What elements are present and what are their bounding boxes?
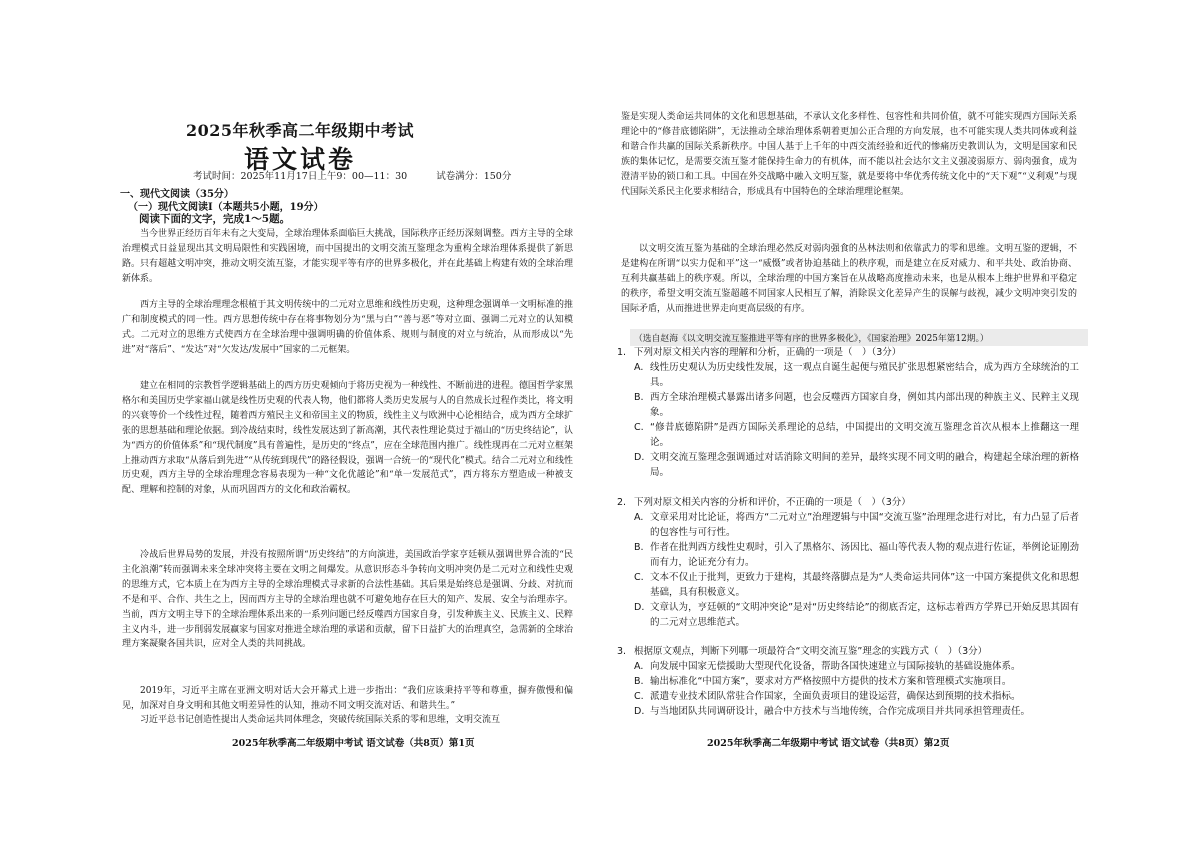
option-text: 线性历史观认为历史线性发展，这一观点自诞生起便与殖民扩张思想紧密结合，成为西方全球统治的工具。 <box>650 362 1079 388</box>
exam-title: 2025年秋季高二年级期中考试 <box>185 121 415 140</box>
option-key: A. <box>634 661 644 672</box>
passage-paragraph: 2019年，习近平主席在亚洲文明对话大会开幕式上进一步指出：“我们应该秉持平等和尊重，摒弃傲慢和偏见，加深对自身文明和其他文明差异性的认知，推动不同文明交流对话、和谐共生。” <box>122 686 573 711</box>
question-stem <box>617 346 1079 360</box>
question-number: 2. <box>617 497 627 508</box>
option-text: 输出标准化“中国方案”，要求对方严格按照中方提供的技术方案和管理模式实施项目。 <box>650 676 1012 687</box>
option-d <box>617 704 1079 719</box>
option-text: 西方全球治理模式暴露出诸多问题，也会反噬西方国家自身，例如其内部出现的种族主义、民粹主义现象。 <box>650 392 1079 418</box>
full-score: 试卷满分：150分 <box>436 171 512 182</box>
option-b <box>617 540 1079 570</box>
option-key: B. <box>634 392 644 403</box>
question-text: 下列对原文相关内容的理解和分析，正确的一项是（ ）（3分） <box>634 347 902 358</box>
passage-paragraph: 当今世界正经历百年未有之大变局，全球治理体系面临巨大挑战，国际秩序正经历深刻调整。西方主导的全球治理模式日益显现出其文明局限性和实践困境，而中国提出的文明交流互鉴理念为重构全球治理体系提供了新思路。只有超越文明冲突，推动文明交流互鉴，才能实现平等有序的世界多极化，并在此基础上构建有效的全球治理新体系。 <box>122 229 573 284</box>
exam-time: 考试时间：2025年11月17日上午9：00—11：30 <box>193 171 408 182</box>
passage-paragraph: 西方主导的全球治理理念根植于其文明传统中的二元对立思维和线性历史观，这种理念强调单一文明标准的推广和制度模式的同一性。西方思想传统中存在将事物划分为“黑与白”“善与恶”等对立面、强调二元对立的认知模式。二元对立的思维方式使西方在全球治理中强调明确的价值体系、规则与制度的对立与统治，从而形成以“先进”对“落后”、“发达”对“欠发达/发展中”国家的二元框架。 <box>122 300 573 355</box>
page-right <box>600 0 1200 849</box>
passage-paragraph: 习近平总书记创造性提出人类命运共同体理念，突破传统国际关系的零和思维，文明交流互 <box>140 715 501 725</box>
passage-paragraph: 建立在相同的宗教哲学逻辑基础上的西方历史观倾向于将历史视为一种线性、不断前进的进程。德国哲学家黑格尔和美国历史学家福山就是线性历史观的代表人物，他们都将人类历史发展与人的自然成长过程作类比，将文明的兴衰等价一个线性过程，随着西方殖民主义和帝国主义的物质，线性主义与欧洲中心论相结合，成为西方全球扩张的思想基础和理论依据。到冷战结束时，线性发展达到了新高潮，其代表性理论莫过于福山的“历史终结论”，认为“西方的价值体系”和“现代制度”具有普遍性，是历史的“终点”，应在全球范围内推广。线性现再在二元对立框架上推动西方求取“从落后到先进”“从传统到现代”的路径假设，强调一合统一的“现代化”模式。结合二元对立和线性历史观，西方主导的全球治理理念容易表现为一种“文化优越论”和“单一发展范式”，西方将东方塑造成一种被支配、理解和控制的对象，从而巩固西方的文化和政治霸权。 <box>122 381 573 496</box>
option-key: A. <box>634 362 644 373</box>
option-b <box>617 390 1079 420</box>
option-text: 文明交流互鉴理念强调通过对话消除文明间的差异，最终实现不同文明的融合，构建起全球治理的新格局。 <box>650 452 1079 478</box>
section-heading: 一、现代文阅读（35分） <box>120 189 234 200</box>
option-key: D. <box>634 706 645 717</box>
question-stem <box>617 645 1079 659</box>
option-key: C. <box>634 422 644 433</box>
question-1 <box>617 346 1079 480</box>
option-text: 文章采用对比论证，将西方“二元对立”治理逻辑与中国“交流互鉴”治理理念进行对比，有力凸显了后者的包容性与可行性。 <box>650 512 1079 538</box>
question-text: 下列对原文相关内容的分析和评价，不正确的一项是（ ）（3分） <box>634 497 911 508</box>
passage-paragraph: 以文明交流互鉴为基础的全球治理必然反对弱肉强食的丛林法则和依靠武力的零和思维。文明互鉴的逻辑，不是建构在所谓“以实力促和平”这一“威慑”或者协迫基础上的秩序观，而是建立在反对威力、和平共处、政治协商、互利共赢基础上的秩序观。所以，全球治理的中国方案旨在从战略高度推动未来，也是从根本上维护世界和平稳定的秩序，希望文明交流互鉴超越不同国家人民相互了解，消除误文化差异产生的误解与歧视，减少文明冲突引发的国际矛盾，从而推进世界走向更高层级的有序。 <box>621 244 1077 314</box>
subject-title: 语文试卷 <box>243 145 356 174</box>
page-footer: 2025年秋季高二年级期中考试 语文试卷（共8页）第2页 <box>707 738 950 749</box>
question-2 <box>617 496 1079 630</box>
question-number: 3. <box>617 646 627 657</box>
reading-instruction: 阅读下面的文字，完成1～5题。 <box>139 213 291 225</box>
option-c <box>617 570 1079 600</box>
source-citation: （选自赵海《以文明交流互鉴推进平等有序的世界多极化》，《国家治理》2025年第12期。） <box>630 329 1088 346</box>
question-text: 根据原文观点，判断下列哪一项最符合“文明交流互鉴”理念的实践方式（ ）（3分） <box>634 646 988 657</box>
question-3 <box>617 645 1079 719</box>
option-text: 向发展中国家无偿援助大型现代化设备，帮助各国快速建立与国际接轨的基础设施体系。 <box>650 661 1021 672</box>
option-c <box>617 420 1079 450</box>
option-d <box>617 600 1079 630</box>
option-key: A. <box>634 512 644 523</box>
option-text: 作者在批判西方线性史观时，引入了黑格尔、汤因比、福山等代表人物的观点进行佐证，举例论证刚劲而有力，论证充分有力。 <box>650 542 1079 568</box>
option-key: D. <box>634 602 645 613</box>
page-footer: 2025年秋季高二年级期中考试 语文试卷（共8页）第1页 <box>232 738 475 749</box>
option-a <box>617 659 1079 674</box>
passage-paragraph: 冷战后世界局势的发展，并没有按照所谓“历史终结”的方向演进，美国政治学家亨廷顿从强调世界合流的“民主化浪潮”转而强调未来全球冲突将主要在文明之间爆发。从意识形态斗争转向文明冲突仍是二元对立和线性史观的思维方式，它本质上在为西方主导的全球治理模式寻求新的合法性基础。其后果是始终总是强调、分歧、对抗而不是和平、合作、共生之上，因而西方主导的全球治理也就不可避免地存在巨大的知产、发展、安全与治理赤字。当前，西方文明主导下的全球治理体系出来的一系列问题已经反噬西方国家自身，引发种族主义、民族主义、民粹主义内斗，进一步削弱发展赢家与国家对推进全球治理的承诺和贡献，留下日益扩大的治理真空，急需新的全球治理方案凝聚各国共识，应对全人类的共同挑战。 <box>122 550 573 650</box>
option-key: D. <box>634 452 645 463</box>
subsection-heading: （一）现代文阅读Ⅰ（本题共5小题，19分） <box>128 202 324 213</box>
option-b <box>617 674 1079 689</box>
passage-paragraph: 鉴是实现人类命运共同体的文化和思想基础，不承认文化多样性、包容性和共同价值，就不可能实现西方国际关系理论中的“修昔底德陷阱”，无法推动全球治理体系朝着更加公正合理的方向发展，也不可能实现人类共同体或利益和谐合作共赢的国际关系新秩序。中国人基于上千年的中西交流经验和近代的惨痛历史教训认为，文明是国家和民族的集体记忆，是需要交流互鉴才能保持生命力的有机体，而不能以社会达尔文主义强凌弱原方、弱肉强食，成为澄清平协的锁口和工具。中国在外交战略中融入文明互鉴，就是要将中华优秀传统文化中的“天下观”“义利观”与现代国际关系民主化要求相结合，形成具有中国特色的全球治理理论框架。 <box>621 112 1077 197</box>
option-c <box>617 689 1079 704</box>
option-text: 文章认为，亨廷顿的“文明冲突论”是对“历史终结论”的彻底否定，这标志着西方学界已开始反思其固有的二元对立思维范式。 <box>650 602 1079 628</box>
option-key: B. <box>634 542 644 553</box>
option-a <box>617 360 1079 390</box>
exam-meta <box>193 168 537 182</box>
option-key: B. <box>634 676 644 687</box>
option-text: 文本不仅止于批判，更致力于建构，其最终落脚点是为“人类命运共同体”这一中国方案提供文化和思想基础，具有积极意义。 <box>650 572 1079 598</box>
question-number: 1. <box>617 347 627 358</box>
option-key: C. <box>634 572 644 583</box>
option-d <box>617 450 1079 480</box>
option-text: “修昔底德陷阱”是西方国际关系理论的总结，中国提出的文明交流互鉴理念首次从根本上推翻这一理论。 <box>650 422 1079 448</box>
option-text: 派遣专业技术团队常驻合作国家，全面负责项目的建设运营，确保达到预期的技术指标。 <box>650 691 1021 702</box>
option-key: C. <box>634 691 644 702</box>
option-text: 与当地团队共同调研设计，融合中方技术与当地传统，合作完成项目并共同承担管理责任。 <box>650 706 1031 717</box>
question-stem <box>617 496 1079 510</box>
option-a <box>617 510 1079 540</box>
